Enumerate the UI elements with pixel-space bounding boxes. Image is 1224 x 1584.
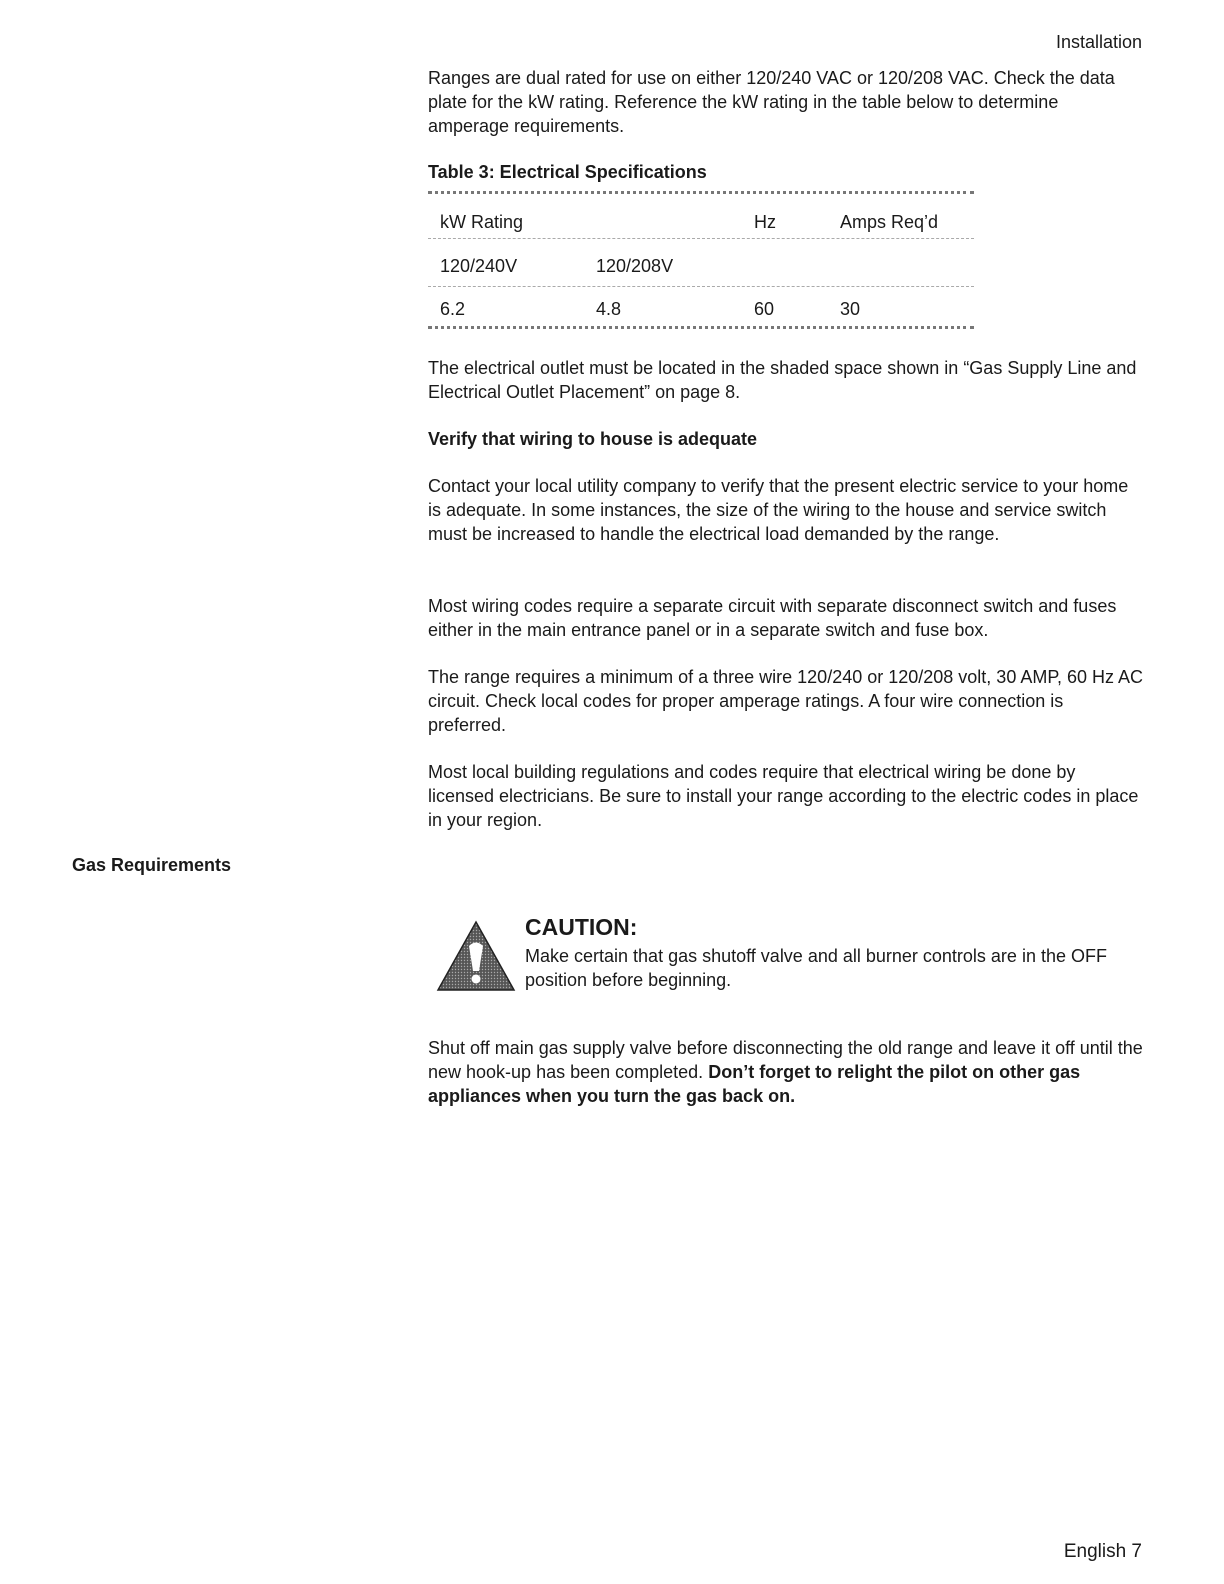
page-number: English 7 <box>1063 1541 1142 1562</box>
subheader-120-240v: 120/240V <box>440 256 518 276</box>
warning-triangle-icon <box>436 920 516 992</box>
circuit-requirements-paragraph: The range requires a minimum of a three wire 120/240 or 120/208 volt, 30 AMP, 60 Hz AC circuit. Check local codes for proper amperage ratings. A four wire connection is preferred. <box>428 667 1144 735</box>
outlet-location-paragraph: The electrical outlet must be located in the shaded space shown in “Gas Supply Line and Electrical Outlet Placement” on page 8. <box>428 358 1137 402</box>
shutoff-text: Shut off main gas supply valve before disconnecting the old range and leave it off until the new hook-up has been completed. <box>428 1038 1143 1082</box>
relight-pilot-warning: Don’t forget to relight the pilot on other gas appliances when you turn the gas back on. <box>428 1062 1081 1106</box>
cell-hz: 60 <box>754 299 775 319</box>
verify-wiring-heading: Verify that wiring to house is adequate <box>428 429 758 449</box>
table-bottom-rule <box>428 326 974 329</box>
electrician-paragraph: Most local building regulations and codes require that electrical wiring be done by licensed electricians. Be sure to install your range according to the electric codes in place in your region. <box>428 762 1139 830</box>
subheader-120-208v: 120/208V <box>596 256 674 276</box>
cell-amps: 30 <box>840 299 861 319</box>
table-data-row <box>428 287 974 326</box>
intro-paragraph: Ranges are dual rated for use on either 120/240 VAC or 120/208 VAC. Check the data plate for the kW rating. Reference the kW rating in the table below to determine amperage requirements. <box>428 68 1115 136</box>
caution-title: CAUTION: <box>525 914 638 940</box>
cell-kw-240: 6.2 <box>440 299 466 319</box>
electrical-spec-table <box>428 191 974 329</box>
table-subheader-row <box>428 239 974 286</box>
shutoff-paragraph <box>428 1036 1144 1108</box>
wiring-codes-paragraph: Most wiring codes require a separate circuit with separate disconnect switch and fuses either in the main entrance panel or in a separate switch and fuse box. <box>428 596 1117 640</box>
col-header-amps: Amps Req’d <box>840 212 939 232</box>
col-header-kw-rating: kW Rating <box>440 212 524 232</box>
table-header-row <box>428 194 974 238</box>
cell-kw-208: 4.8 <box>596 299 622 319</box>
utility-paragraph: Contact your local utility company to verify that the present electric service to your home is adequate. In some instances, the size of the wiring to the house and service switch must be increased to handle the electrical load demanded by the range. <box>428 476 1129 544</box>
gas-requirements-heading: Gas Requirements <box>72 855 232 875</box>
table-title: Table 3: Electrical Specifications <box>428 162 707 182</box>
caution-text: Make certain that gas shutoff valve and all burner controls are in the OFF position before beginning. <box>525 946 1107 990</box>
col-header-hz: Hz <box>754 212 776 232</box>
running-header: Installation <box>1055 32 1142 52</box>
